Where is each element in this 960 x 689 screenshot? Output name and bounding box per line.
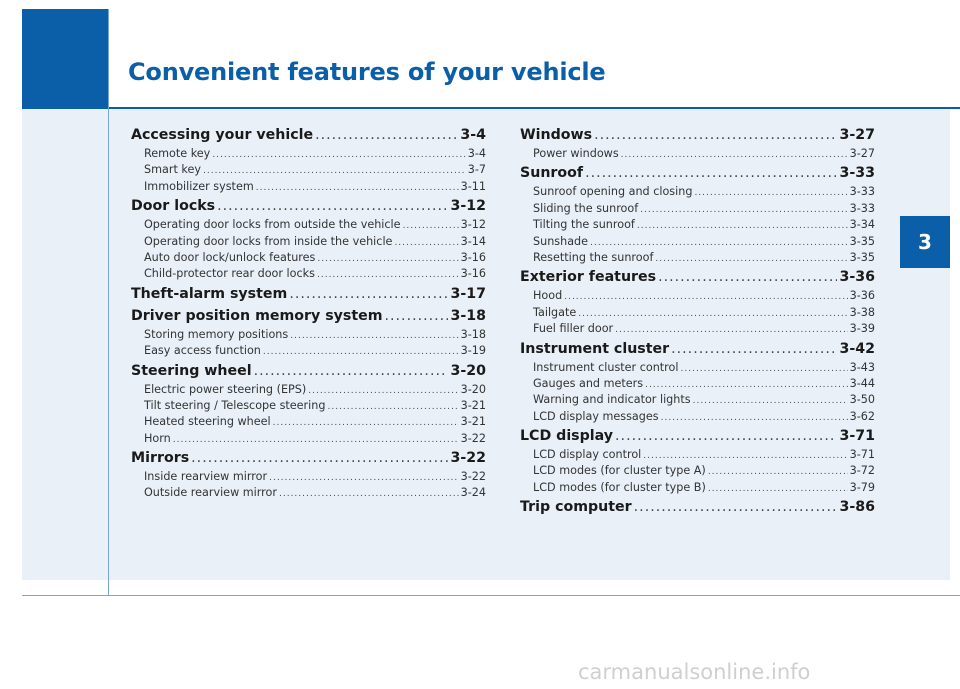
toc-entry-title: Tilt steering / Telescope steering [144, 398, 326, 412]
toc-entry-title: Horn [144, 431, 171, 445]
dot-leader [661, 410, 848, 425]
dot-leader [681, 361, 848, 376]
dot-leader [327, 399, 458, 414]
toc-section-door-locks[interactable] [131, 195, 486, 217]
toc-page-number: 3-22 [460, 470, 486, 484]
corner-accent-block [22, 9, 109, 109]
toc-entry-title: Warning and indicator lights [533, 393, 691, 407]
page-title: Convenient features of your vehicle [128, 58, 606, 86]
toc-section-sunroof[interactable] [520, 162, 875, 184]
dot-leader [317, 267, 459, 282]
toc-item-resetting-the-sunroof[interactable] [520, 250, 875, 266]
dot-leader [315, 124, 458, 146]
toc-page-number: 3-18 [460, 327, 486, 341]
toc-page-number: 3-12 [460, 218, 486, 232]
toc-entry-title: Instrument cluster [520, 340, 670, 357]
dot-leader [658, 266, 837, 288]
watermark: carmanualsonline.info [578, 660, 811, 684]
toc-entry-title: Door locks [131, 198, 216, 215]
dot-leader [256, 180, 459, 195]
dot-leader [273, 415, 459, 430]
toc-entry-title: Immobilizer system [144, 179, 254, 193]
toc-entry-title: Remote key [144, 147, 211, 160]
dot-leader [621, 147, 848, 162]
toc-entry-title: Steering wheel [131, 362, 252, 379]
dot-leader [634, 496, 838, 518]
toc-page-number: 3-21 [460, 415, 486, 429]
toc-page-number: 3-71 [849, 448, 875, 462]
toc-page-number: 3-35 [849, 234, 875, 248]
toc-page-number: 3-33 [839, 165, 875, 182]
toc-entry-title: Inside rearview mirror [144, 470, 268, 484]
toc-section-exterior-features[interactable] [520, 266, 875, 288]
toc-page-number: 3-39 [849, 322, 875, 336]
toc-item-easy-access-function[interactable] [131, 343, 486, 359]
dot-leader [212, 147, 465, 162]
toc-entry-title: Mirrors [131, 450, 190, 467]
toc-item-operating-door-locks-from-outside-the-vehicle[interactable] [131, 217, 486, 233]
dot-leader [217, 195, 448, 217]
dot-leader [269, 470, 459, 485]
toc-entry-title: Sunroof [520, 165, 584, 182]
toc-item-heated-steering-wheel[interactable] [131, 414, 486, 430]
dot-leader [708, 464, 848, 479]
toc-item-lcd-modes-for-cluster-type-a[interactable] [520, 463, 875, 479]
toc-item-outside-rearview-mirror[interactable] [131, 485, 486, 501]
toc-item-operating-door-locks-from-inside-the-vehicle[interactable] [131, 234, 486, 250]
toc-entry-title: Exterior features [520, 269, 657, 286]
dot-leader [693, 393, 848, 408]
toc-page-number: 3-34 [849, 218, 875, 232]
dot-leader [645, 377, 848, 392]
dot-leader [254, 360, 449, 382]
toc-item-tailgate[interactable] [520, 305, 875, 321]
toc-page-number: 3-21 [460, 398, 486, 412]
toc-section-accessing-your-vehicle[interactable] [131, 124, 486, 146]
toc-column-left [131, 124, 486, 502]
toc-item-horn[interactable] [131, 431, 486, 447]
toc-item-lcd-modes-for-cluster-type-b[interactable] [520, 480, 875, 496]
toc-item-electric-power-steering-eps[interactable] [131, 382, 486, 398]
toc-entry-title: LCD display messages [533, 409, 659, 423]
toc-page-number: 3-42 [839, 340, 875, 357]
toc-page-number: 3-33 [849, 201, 875, 215]
toc-section-mirrors[interactable] [131, 447, 486, 469]
toc-page-number: 3-11 [460, 179, 486, 193]
toc-item-storing-memory-positions[interactable] [131, 327, 486, 343]
toc-entry-title: LCD display control [533, 448, 642, 462]
toc-page-number: 3-24 [460, 486, 486, 500]
toc-page-number: 3-36 [849, 289, 875, 303]
toc-entry-title: Hood [533, 289, 563, 303]
toc-page-number: 3-19 [460, 344, 486, 358]
toc-item-gauges-and-meters[interactable] [520, 376, 875, 392]
margin-line [108, 9, 109, 596]
toc-item-hood[interactable] [520, 288, 875, 304]
toc-page-number: 3-16 [460, 267, 486, 281]
toc-page-number: 3-27 [839, 127, 875, 143]
toc-column-right [520, 124, 875, 518]
toc-page-number: 3-50 [849, 393, 875, 407]
toc-page-number: 3-12 [450, 198, 486, 215]
toc-page-number: 3-36 [839, 269, 875, 286]
dot-leader [590, 235, 848, 250]
toc-entry-title: Smart key [144, 163, 201, 177]
toc-entry-title: Tilting the sunroof [533, 218, 635, 232]
toc-entry-title: Instrument cluster control [533, 360, 679, 374]
toc-entry-title: LCD modes (for cluster type B) [533, 480, 706, 494]
toc-section-windows[interactable] [520, 124, 875, 146]
dot-leader [203, 163, 466, 178]
toc-page-number: 3-20 [460, 382, 486, 396]
toc-entry-title: Sunroof opening and closing [533, 185, 693, 199]
dot-leader [263, 344, 459, 359]
toc-page-number: 3-17 [450, 285, 486, 302]
toc-entry-title: Easy access function [144, 344, 261, 358]
toc-entry-title: Power windows [533, 147, 619, 160]
toc-entry-title: Fuel filler door [533, 322, 614, 336]
dot-leader [594, 124, 837, 146]
toc-page-number: 3-7 [467, 163, 486, 177]
toc-item-tilt-steering-telescope-steering[interactable] [131, 398, 486, 414]
toc-entry-title: Accessing your vehicle [131, 127, 314, 143]
dot-leader [643, 448, 847, 463]
toc-page-number: 3-62 [849, 409, 875, 423]
toc-page-number: 3-71 [839, 428, 875, 445]
toc-item-sunroof-opening-and-closing[interactable] [520, 184, 875, 200]
dot-leader [615, 425, 837, 447]
toc-page-number: 3-18 [450, 307, 486, 324]
toc-page-number: 3-44 [849, 376, 875, 390]
footer-rule [22, 595, 960, 596]
dot-leader [585, 162, 837, 184]
toc-item-inside-rearview-mirror[interactable] [131, 469, 486, 485]
dot-leader [708, 481, 848, 496]
toc-entry-title: Operating door locks from inside the vehicle [144, 234, 393, 248]
dot-leader [394, 235, 458, 250]
toc-section-trip-computer[interactable] [520, 496, 875, 518]
dot-leader [671, 338, 837, 360]
toc-page-number: 3-4 [467, 147, 486, 160]
dot-leader [385, 305, 449, 327]
toc-section-driver-position-memory-system[interactable] [131, 305, 486, 327]
toc-entry-title: Operating door locks from outside the vehicle [144, 218, 401, 232]
dot-leader [191, 447, 448, 469]
toc-item-tilting-the-sunroof[interactable] [520, 217, 875, 233]
toc-entry-title: Child-protector rear door locks [144, 267, 315, 281]
toc-item-fuel-filler-door[interactable] [520, 321, 875, 337]
toc-page-number: 3-43 [849, 360, 875, 374]
toc-page-number: 3-86 [839, 499, 875, 516]
dot-leader [578, 306, 847, 321]
dot-leader [173, 432, 459, 447]
toc-page-number: 3-38 [849, 305, 875, 319]
toc-item-instrument-cluster-control[interactable] [520, 360, 875, 376]
dot-leader [317, 251, 458, 266]
toc-item-immobilizer-system[interactable] [131, 179, 486, 195]
toc-entry-title: Resetting the sunroof [533, 250, 654, 264]
toc-page-number: 3-79 [849, 480, 875, 494]
dot-leader [403, 218, 459, 233]
toc-page-number: 3-22 [460, 431, 486, 445]
toc-item-remote-key[interactable] [131, 146, 486, 162]
dot-leader [289, 283, 448, 305]
toc-page-number: 3-16 [460, 250, 486, 264]
chapter-tab[interactable]: 3 [900, 216, 950, 268]
toc-section-theft-alarm-system[interactable] [131, 283, 486, 305]
toc-entry-title: Tailgate [533, 305, 577, 319]
toc-item-child-protector-rear-door-locks[interactable] [131, 266, 486, 282]
toc-item-warning-and-indicator-lights[interactable] [520, 392, 875, 408]
toc-section-lcd-display[interactable] [520, 425, 875, 447]
dot-leader [564, 289, 847, 304]
toc-item-sunshade[interactable] [520, 234, 875, 250]
toc-entry-title: Gauges and meters [533, 376, 644, 390]
dot-leader [694, 185, 847, 200]
toc-entry-title: Storing memory positions [144, 327, 289, 341]
toc-item-power-windows[interactable] [520, 146, 875, 162]
toc-entry-title: Theft-alarm system [131, 285, 288, 302]
toc-section-instrument-cluster[interactable] [520, 338, 875, 360]
toc-page-number: 3-4 [460, 127, 486, 143]
toc-page-number: 3-22 [450, 450, 486, 467]
toc-entry-title: Windows [520, 127, 593, 143]
toc-page-number: 3-35 [849, 250, 875, 264]
toc-entry-title: Driver position memory system [131, 307, 383, 324]
toc-item-smart-key[interactable] [131, 162, 486, 178]
toc-item-auto-door-lock-unlock-features[interactable] [131, 250, 486, 266]
toc-entry-title: Auto door lock/unlock features [144, 250, 316, 264]
toc-entry-title: Sunshade [533, 234, 589, 248]
toc-entry-title: LCD modes (for cluster type A) [533, 464, 706, 478]
dot-leader [637, 218, 848, 233]
toc-entry-title: Outside rearview mirror [144, 486, 277, 500]
toc-entry-title: Sliding the sunroof [533, 201, 639, 215]
toc-entry-title: Heated steering wheel [144, 415, 271, 429]
dot-leader [290, 328, 458, 343]
toc-entry-title: LCD display [520, 428, 614, 445]
toc-page-number: 3-14 [460, 234, 486, 248]
toc-entry-title: Electric power steering (EPS) [144, 382, 307, 396]
dot-leader [308, 383, 458, 398]
toc-page-number: 3-20 [450, 362, 486, 379]
toc-item-lcd-display-messages[interactable] [520, 409, 875, 425]
toc-item-sliding-the-sunroof[interactable] [520, 201, 875, 217]
toc-page-number: 3-27 [849, 147, 875, 160]
toc-entry-title: Trip computer [520, 499, 632, 516]
toc-section-steering-wheel[interactable] [131, 360, 486, 382]
dot-leader [655, 251, 847, 266]
dot-leader [279, 486, 459, 501]
dot-leader [640, 202, 847, 217]
dot-leader [615, 322, 847, 337]
toc-page-number: 3-33 [849, 185, 875, 199]
toc-item-lcd-display-control[interactable] [520, 447, 875, 463]
toc-page-number: 3-72 [849, 464, 875, 478]
